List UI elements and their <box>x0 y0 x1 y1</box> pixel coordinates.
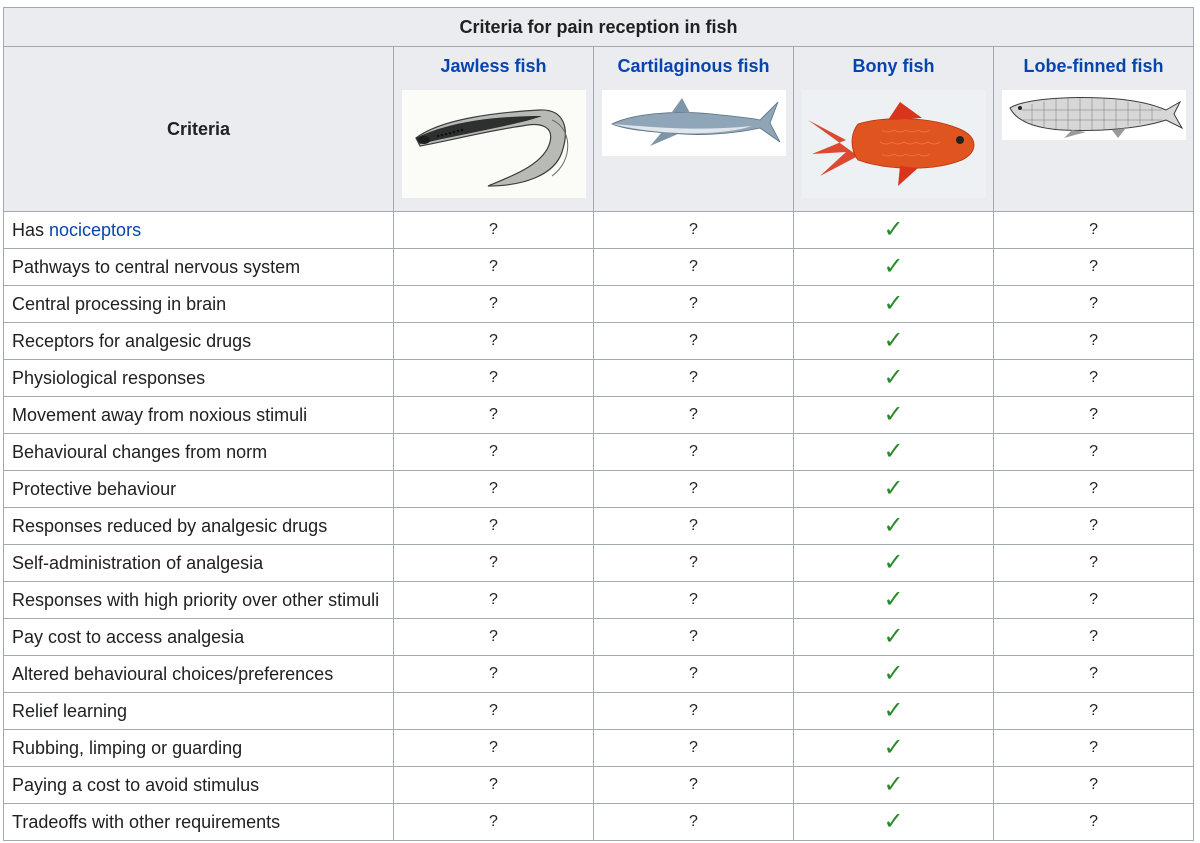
unknown-cell: ? <box>994 212 1194 249</box>
criterion-label: Self-administration of analgesia <box>4 545 394 582</box>
criterion-label <box>4 212 394 249</box>
unknown-cell: ? <box>594 212 794 249</box>
table-row <box>4 693 1194 730</box>
unknown-cell: ? <box>394 286 594 323</box>
table-row <box>4 545 1194 582</box>
unknown-cell: ? <box>394 619 594 656</box>
criterion-label: Responses reduced by analgesic drugs <box>4 508 394 545</box>
unknown-cell: ? <box>994 249 1194 286</box>
check-mark-icon: ✓ <box>794 323 994 360</box>
criterion-label: Paying a cost to avoid stimulus <box>4 767 394 804</box>
unknown-cell: ? <box>594 508 794 545</box>
check-mark-icon: ✓ <box>794 767 994 804</box>
unknown-cell: ? <box>994 804 1194 841</box>
table-row <box>4 619 1194 656</box>
unknown-cell: ? <box>594 249 794 286</box>
unknown-cell: ? <box>994 730 1194 767</box>
unknown-cell: ? <box>394 804 594 841</box>
unknown-cell: ? <box>394 434 594 471</box>
table-body <box>4 212 1194 841</box>
lamprey-image[interactable] <box>402 90 586 198</box>
table-row <box>4 730 1194 767</box>
check-mark-icon: ✓ <box>794 249 994 286</box>
unknown-cell: ? <box>594 804 794 841</box>
lobe-finned-fish-link[interactable]: Lobe-finned fish <box>1023 56 1164 76</box>
check-mark-icon: ✓ <box>794 471 994 508</box>
shark-image[interactable] <box>602 90 786 156</box>
unknown-cell: ? <box>594 323 794 360</box>
table-row <box>4 212 1194 249</box>
unknown-cell: ? <box>394 545 594 582</box>
check-mark-icon: ✓ <box>794 804 994 841</box>
unknown-cell: ? <box>994 323 1194 360</box>
unknown-cell: ? <box>394 508 594 545</box>
nociceptors-link[interactable]: nociceptors <box>49 219 142 240</box>
table-caption: Criteria for pain reception in fish <box>4 8 1194 47</box>
criterion-label: Altered behavioural choices/preferences <box>4 656 394 693</box>
unknown-cell: ? <box>394 323 594 360</box>
check-mark-icon: ✓ <box>794 545 994 582</box>
column-jawless-fish <box>394 47 594 212</box>
unknown-cell: ? <box>994 360 1194 397</box>
criterion-label: Responses with high priority over other stimuli <box>4 582 394 619</box>
bony-fish-link[interactable]: Bony fish <box>852 56 935 76</box>
check-mark-icon: ✓ <box>794 397 994 434</box>
unknown-cell: ? <box>994 286 1194 323</box>
table-row <box>4 471 1194 508</box>
unknown-cell: ? <box>394 360 594 397</box>
unknown-cell: ? <box>594 582 794 619</box>
check-mark-icon: ✓ <box>794 656 994 693</box>
criterion-label: Physiological responses <box>4 360 394 397</box>
unknown-cell: ? <box>994 508 1194 545</box>
goldfish-image[interactable] <box>802 90 986 198</box>
unknown-cell: ? <box>994 434 1194 471</box>
table-row <box>4 767 1194 804</box>
table-row <box>4 656 1194 693</box>
unknown-cell: ? <box>594 397 794 434</box>
criterion-label: Protective behaviour <box>4 471 394 508</box>
cartilaginous-fish-link[interactable]: Cartilaginous fish <box>617 56 770 76</box>
check-mark-icon: ✓ <box>794 693 994 730</box>
unknown-cell: ? <box>594 693 794 730</box>
check-mark-icon: ✓ <box>794 212 994 249</box>
unknown-cell: ? <box>594 360 794 397</box>
unknown-cell: ? <box>594 656 794 693</box>
check-mark-icon: ✓ <box>794 360 994 397</box>
table-row <box>4 323 1194 360</box>
criterion-label: Receptors for analgesic drugs <box>4 323 394 360</box>
check-mark-icon: ✓ <box>794 508 994 545</box>
pain-criteria-table <box>3 7 1194 841</box>
unknown-cell: ? <box>994 693 1194 730</box>
unknown-cell: ? <box>994 582 1194 619</box>
check-mark-icon: ✓ <box>794 730 994 767</box>
table-row <box>4 508 1194 545</box>
unknown-cell: ? <box>994 471 1194 508</box>
criterion-label: Central processing in brain <box>4 286 394 323</box>
table-row <box>4 249 1194 286</box>
coelacanth-image[interactable] <box>1002 90 1186 140</box>
table-row <box>4 434 1194 471</box>
check-mark-icon: ✓ <box>794 286 994 323</box>
criterion-label: Pathways to central nervous system <box>4 249 394 286</box>
unknown-cell: ? <box>994 545 1194 582</box>
unknown-cell: ? <box>994 767 1194 804</box>
unknown-cell: ? <box>394 397 594 434</box>
unknown-cell: ? <box>394 582 594 619</box>
unknown-cell: ? <box>594 434 794 471</box>
column-bony-fish <box>794 47 994 212</box>
unknown-cell: ? <box>394 656 594 693</box>
unknown-cell: ? <box>994 397 1194 434</box>
unknown-cell: ? <box>594 619 794 656</box>
table-row <box>4 286 1194 323</box>
criterion-label: Relief learning <box>4 693 394 730</box>
check-mark-icon: ✓ <box>794 434 994 471</box>
jawless-fish-link[interactable]: Jawless fish <box>440 56 547 76</box>
unknown-cell: ? <box>594 730 794 767</box>
unknown-cell: ? <box>594 767 794 804</box>
criterion-label: Behavioural changes from norm <box>4 434 394 471</box>
criterion-label: Rubbing, limping or guarding <box>4 730 394 767</box>
criterion-label: Tradeoffs with other requirements <box>4 804 394 841</box>
unknown-cell: ? <box>394 730 594 767</box>
column-lobe-finned-fish <box>994 47 1194 212</box>
unknown-cell: ? <box>394 212 594 249</box>
unknown-cell: ? <box>394 693 594 730</box>
unknown-cell: ? <box>594 471 794 508</box>
criterion-prefix: Has <box>12 219 50 240</box>
unknown-cell: ? <box>994 619 1194 656</box>
criterion-label: Movement away from noxious stimuli <box>4 397 394 434</box>
criteria-header: Criteria <box>4 47 394 212</box>
unknown-cell: ? <box>994 656 1194 693</box>
criterion-label: Pay cost to access analgesia <box>4 619 394 656</box>
check-mark-icon: ✓ <box>794 582 994 619</box>
unknown-cell: ? <box>394 767 594 804</box>
unknown-cell: ? <box>394 471 594 508</box>
table-row <box>4 582 1194 619</box>
table-row <box>4 804 1194 841</box>
check-mark-icon: ✓ <box>794 619 994 656</box>
column-cartilaginous-fish <box>594 47 794 212</box>
table-row <box>4 360 1194 397</box>
table-row <box>4 397 1194 434</box>
unknown-cell: ? <box>594 545 794 582</box>
unknown-cell: ? <box>394 249 594 286</box>
unknown-cell: ? <box>594 286 794 323</box>
